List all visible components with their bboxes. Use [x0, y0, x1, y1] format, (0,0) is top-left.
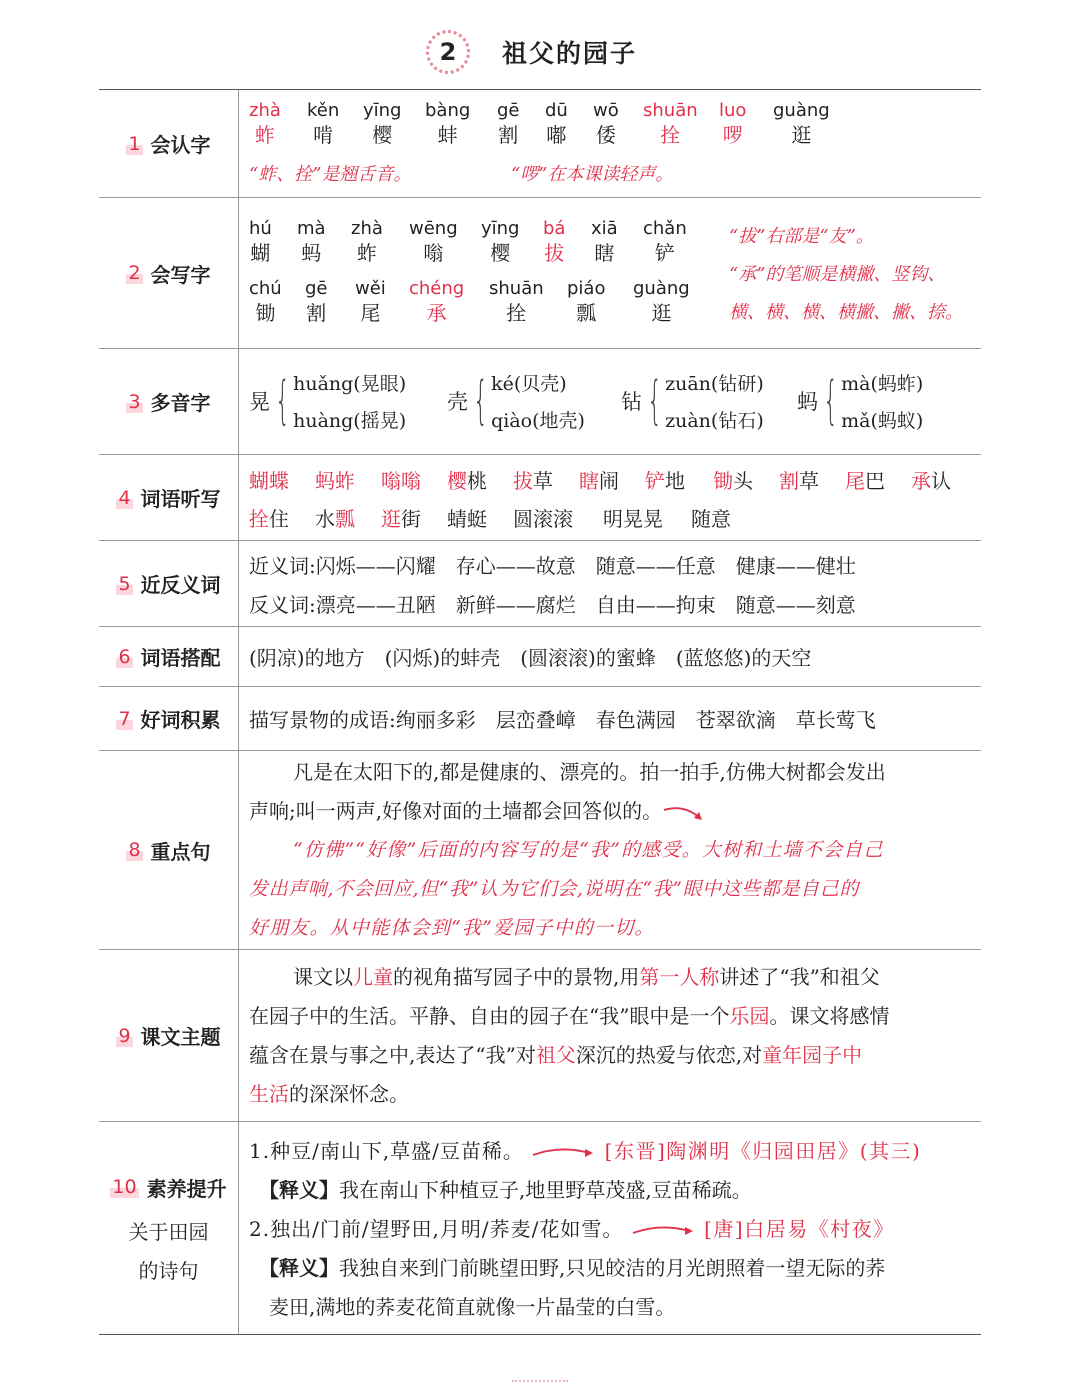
theme-content	[239, 950, 981, 1121]
hanzi: 逛	[791, 123, 812, 147]
dictation-word: 蚂蚱	[315, 469, 355, 493]
pinyin: wěi	[355, 278, 386, 299]
note-ba-stroke: “拔”右部是“友”。	[729, 226, 874, 247]
reading-b: qiào(地壳)	[491, 410, 585, 432]
row-number: 1	[128, 132, 141, 155]
dictation-word: 铲地	[645, 469, 685, 493]
brace-icon: {	[823, 371, 838, 431]
dictation-word: 瞎闹	[579, 469, 619, 493]
row-number: 10	[112, 1176, 137, 1198]
pinyin: chéng	[409, 278, 465, 299]
hanzi: 蚱	[356, 241, 377, 265]
dictation-word: 圆滚滚	[513, 507, 573, 531]
explanation-2-cont: 麦田,满地的荞麦花简直就像一片晶莹的白雪。	[269, 1295, 676, 1319]
hanzi: 拴	[660, 123, 681, 147]
good-words-text: 描写景物的成语:绚丽多彩 层峦叠嶂 春色满园 苍翠欲滴 草长莺飞	[249, 708, 876, 732]
pinyin: chú	[249, 278, 282, 299]
polyphonic-char: 蚂	[797, 390, 818, 414]
polyphonic-char: 晃	[249, 390, 270, 414]
row-number: 9	[118, 1024, 131, 1047]
lesson-number-badge: 2	[426, 30, 470, 74]
pinyin: hú	[249, 218, 272, 239]
pinyin-char	[643, 218, 687, 266]
arrow-icon	[531, 1143, 597, 1163]
row-label	[99, 950, 239, 1121]
row-number: 5	[118, 572, 131, 595]
pinyin-char	[305, 278, 328, 326]
polyphonic-content	[239, 349, 981, 454]
reading-b: zuàn(钻石)	[665, 410, 764, 432]
hanzi: 承	[426, 301, 447, 325]
row-label	[99, 349, 239, 454]
dictation-word: 樱桃	[447, 469, 487, 493]
pinyin-char	[355, 278, 386, 326]
theme-line-3: 蕴含在景与事之中,表达了“我”对祖父深沉的热爱与依恋,对童年园子中	[249, 1043, 863, 1067]
row-number: 4	[118, 486, 131, 509]
polyphonic-group	[249, 369, 406, 433]
note-retroflex: “蚱、拴”是翘舌音。	[249, 164, 412, 185]
key-sentence-text: 声响;叫一两声,好像对面的土墙都会回答似的。	[249, 799, 663, 823]
polyphonic-group	[447, 369, 585, 433]
key-sentence-line-1: 凡是在太阳下的,都是健康的、漂亮的。拍一拍手,仿佛大树都会发出	[293, 760, 886, 784]
row-title: 素养提升	[146, 1176, 227, 1201]
pinyin-char	[409, 218, 458, 266]
row-literacy	[99, 1122, 981, 1335]
polyphonic-group	[621, 369, 764, 433]
pinyin-char	[489, 278, 544, 326]
lesson-title: 祖父的园子	[502, 39, 638, 68]
dictation-word: 承认	[911, 469, 951, 493]
pinyin-char	[773, 100, 830, 148]
row-title: 会认字	[150, 133, 211, 157]
analysis-line-3: 好朋友。从中能体会到“我”爱园子中的一切。	[249, 917, 655, 939]
row-theme	[99, 950, 981, 1122]
pinyin: wō	[593, 100, 619, 121]
polyphonic-group	[797, 369, 923, 433]
pinyin: gē	[305, 278, 328, 299]
pinyin: mà	[297, 218, 326, 239]
write-chars-content	[239, 198, 981, 348]
row-subtitle-2: 的诗句	[138, 1258, 199, 1283]
summary-table	[99, 89, 981, 1335]
pinyin-char	[543, 218, 565, 266]
row-title: 词语听写	[140, 487, 221, 511]
hanzi: 嘟	[546, 123, 567, 147]
dictation-word: 尾巴	[845, 469, 885, 493]
theme-line-4: 生活的深深怀念。	[249, 1082, 409, 1106]
row-label	[99, 751, 239, 949]
row-label	[99, 627, 239, 686]
pinyin-char	[633, 278, 690, 326]
pinyin: zhà	[351, 218, 383, 239]
hanzi: 啃	[313, 123, 334, 147]
dictation-content	[239, 455, 981, 540]
key-sentence-content	[239, 751, 981, 949]
collocations-content	[239, 627, 981, 686]
row-collocations	[99, 627, 981, 687]
antonyms-line: 反义词:漂亮——丑陋 新鲜——腐烂 自由——拘束 随意——刻意	[249, 593, 856, 617]
dictation-word: 随意	[691, 507, 731, 531]
row-key-sentence	[99, 751, 981, 950]
good-words-content	[239, 687, 981, 750]
hanzi: 樱	[372, 123, 393, 147]
reading-b: huàng(摇晃)	[293, 410, 407, 432]
hanzi: 嗡	[423, 241, 444, 265]
hanzi: 尾	[360, 301, 381, 325]
pinyin: gē	[497, 100, 520, 121]
hanzi: 啰	[722, 123, 743, 147]
pinyin-char	[497, 100, 520, 148]
row-recognize-chars	[99, 90, 981, 198]
reading-a: zuān(钻研)	[665, 373, 764, 395]
row-good-words	[99, 687, 981, 751]
theme-line-1: 课文以儿童的视角描写园子中的景物,用第一人称讲述了“我”和祖父	[293, 965, 880, 989]
hanzi: 铲	[654, 241, 675, 265]
hanzi: 瞎	[594, 241, 615, 265]
hanzi: 蚂	[301, 241, 322, 265]
pinyin: dū	[545, 100, 568, 121]
recognize-chars-content	[239, 90, 981, 197]
brace-icon: {	[647, 371, 662, 431]
hanzi: 逛	[651, 301, 672, 325]
poem-2: 2.独出/门前/望野田,月明/荞麦/花如雪。 [唐]白居易《村夜》	[249, 1217, 895, 1241]
pinyin: bàng	[425, 100, 471, 121]
pinyin: yīng	[481, 218, 520, 239]
page-footer-mark	[512, 1380, 568, 1388]
hanzi: 蝴	[250, 241, 271, 265]
explanation-2: 【释义】我独自来到门前眺望田野,只见皎洁的月光朗照着一望无际的荞	[259, 1256, 886, 1280]
pinyin: shuān	[489, 278, 544, 299]
row-dictation	[99, 455, 981, 541]
row-number: 2	[128, 262, 141, 284]
pinyin-char	[297, 218, 326, 266]
note-cheng-order-1: “承”的笔顺是横撇、竖钩、	[729, 264, 946, 285]
pinyin-char	[351, 218, 383, 266]
dictation-word: 拴住	[249, 507, 289, 531]
pinyin: luo	[719, 100, 747, 121]
pinyin: guàng	[773, 100, 830, 121]
row-number: 3	[128, 390, 141, 413]
hanzi: 蚱	[254, 123, 275, 147]
theme-line-2: 在园子中的生活。平静、自由的园子在“我”眼中是一个乐园。课文将感情	[249, 1004, 890, 1028]
pinyin: bá	[543, 218, 566, 239]
hanzi: 樱	[490, 241, 511, 265]
row-write-chars	[99, 198, 981, 349]
hanzi: 割	[498, 123, 519, 147]
note-cheng-order-2: 横、横、横、横撇、撇、捺。	[729, 302, 963, 323]
row-subtitle-1: 关于田园	[128, 1219, 209, 1244]
arrow-icon	[631, 1221, 697, 1241]
literacy-content	[239, 1122, 981, 1334]
dictation-word: 明晃晃	[603, 507, 663, 531]
pinyin-char	[719, 100, 746, 148]
polyphonic-char: 钻	[621, 390, 642, 414]
pinyin-char	[591, 218, 618, 266]
dictation-word: 锄头	[713, 469, 753, 493]
dictation-word: 拔草	[513, 469, 553, 493]
dictation-word: 嗡嗡	[381, 469, 421, 493]
row-title: 好词积累	[140, 708, 221, 732]
pinyin-char	[409, 278, 464, 326]
synonyms-content	[239, 541, 981, 626]
pinyin-char	[545, 100, 568, 148]
row-polyphonic	[99, 349, 981, 455]
pinyin: chǎn	[643, 218, 687, 239]
pinyin: wēng	[409, 218, 458, 239]
dictation-word: 蜻蜓	[447, 507, 487, 531]
lesson-header	[0, 26, 1080, 82]
synonyms-line: 近义词:闪烁——闪耀 存心——故意 随意——任意 健康——健壮	[249, 554, 856, 578]
polyphonic-char: 壳	[447, 390, 468, 414]
row-title: 重点句	[150, 839, 211, 864]
row-title: 近反义词	[140, 573, 221, 597]
pinyin: zhà	[249, 100, 281, 121]
pinyin-char	[307, 100, 339, 148]
dictation-word: 蝴蝶	[249, 469, 289, 493]
dictation-word: 割草	[779, 469, 819, 493]
pinyin-char	[481, 218, 520, 266]
dictation-word: 逛街	[381, 507, 421, 531]
poem-1: 1.种豆/南山下,草盛/豆苗稀。 [东晋]陶渊明《归园田居》(其三)	[249, 1139, 922, 1163]
brace-icon: {	[275, 371, 290, 431]
pinyin: piáo	[567, 278, 606, 299]
row-title: 课文主题	[140, 1025, 221, 1049]
hanzi: 拔	[544, 241, 565, 265]
explanation-1: 【释义】我在南山下种植豆子,地里野草茂盛,豆苗稀疏。	[259, 1178, 752, 1202]
hanzi: 蚌	[437, 123, 458, 147]
pinyin-char	[363, 100, 402, 148]
pinyin-char	[593, 100, 619, 148]
hanzi: 拴	[506, 301, 527, 325]
reading-a: mà(蚂蚱)	[841, 373, 924, 395]
pinyin: xiā	[591, 218, 618, 239]
analysis-line-1: “仿佛”“好像”后面的内容写的是“我”的感受。大树和土墙不会自己	[293, 839, 884, 861]
collocations-text: (阴凉)的地方 (闪烁)的蚌壳 (圆滚滚)的蜜蜂 (蓝悠悠)的天空	[249, 646, 812, 670]
note-neutral-tone: “啰”在本课读轻声。	[511, 164, 674, 185]
pinyin-char	[249, 100, 281, 148]
row-label	[99, 687, 239, 750]
row-title: 词语搭配	[140, 646, 221, 670]
pinyin: kěn	[307, 100, 340, 121]
row-label	[99, 90, 239, 197]
row-title: 多音字	[150, 391, 211, 415]
pinyin: guàng	[633, 278, 690, 299]
hanzi: 倭	[595, 123, 616, 147]
row-label	[99, 198, 239, 348]
brace-icon: {	[473, 371, 488, 431]
row-label	[99, 455, 239, 540]
row-number: 7	[118, 707, 131, 730]
pinyin-char	[567, 278, 605, 326]
reading-b: mǎ(蚂蚁)	[841, 410, 924, 432]
analysis-line-2: 发出声响,不会回应,但“我”认为它们会,说明在“我”眼中这些都是自己的	[249, 878, 859, 900]
reading-a: ké(贝壳)	[491, 373, 567, 395]
row-label	[99, 1122, 239, 1334]
pinyin-char	[249, 278, 282, 326]
pinyin: shuān	[643, 100, 698, 121]
row-label	[99, 541, 239, 626]
hanzi: 瓢	[576, 301, 597, 325]
row-number: 6	[118, 645, 131, 668]
row-number: 8	[128, 839, 141, 861]
arrow-icon	[662, 802, 706, 824]
row-title: 会写字	[150, 262, 211, 287]
hanzi: 锄	[255, 301, 276, 325]
pinyin: yīng	[363, 100, 402, 121]
hanzi: 割	[306, 301, 327, 325]
pinyin-char	[249, 218, 272, 266]
key-sentence-line-2	[249, 792, 706, 831]
row-synonyms	[99, 541, 981, 627]
reading-a: huǎng(晃眼)	[293, 373, 407, 395]
dictation-word: 水瓢	[315, 507, 355, 531]
pinyin-char	[425, 100, 470, 148]
pinyin-char	[643, 100, 698, 148]
